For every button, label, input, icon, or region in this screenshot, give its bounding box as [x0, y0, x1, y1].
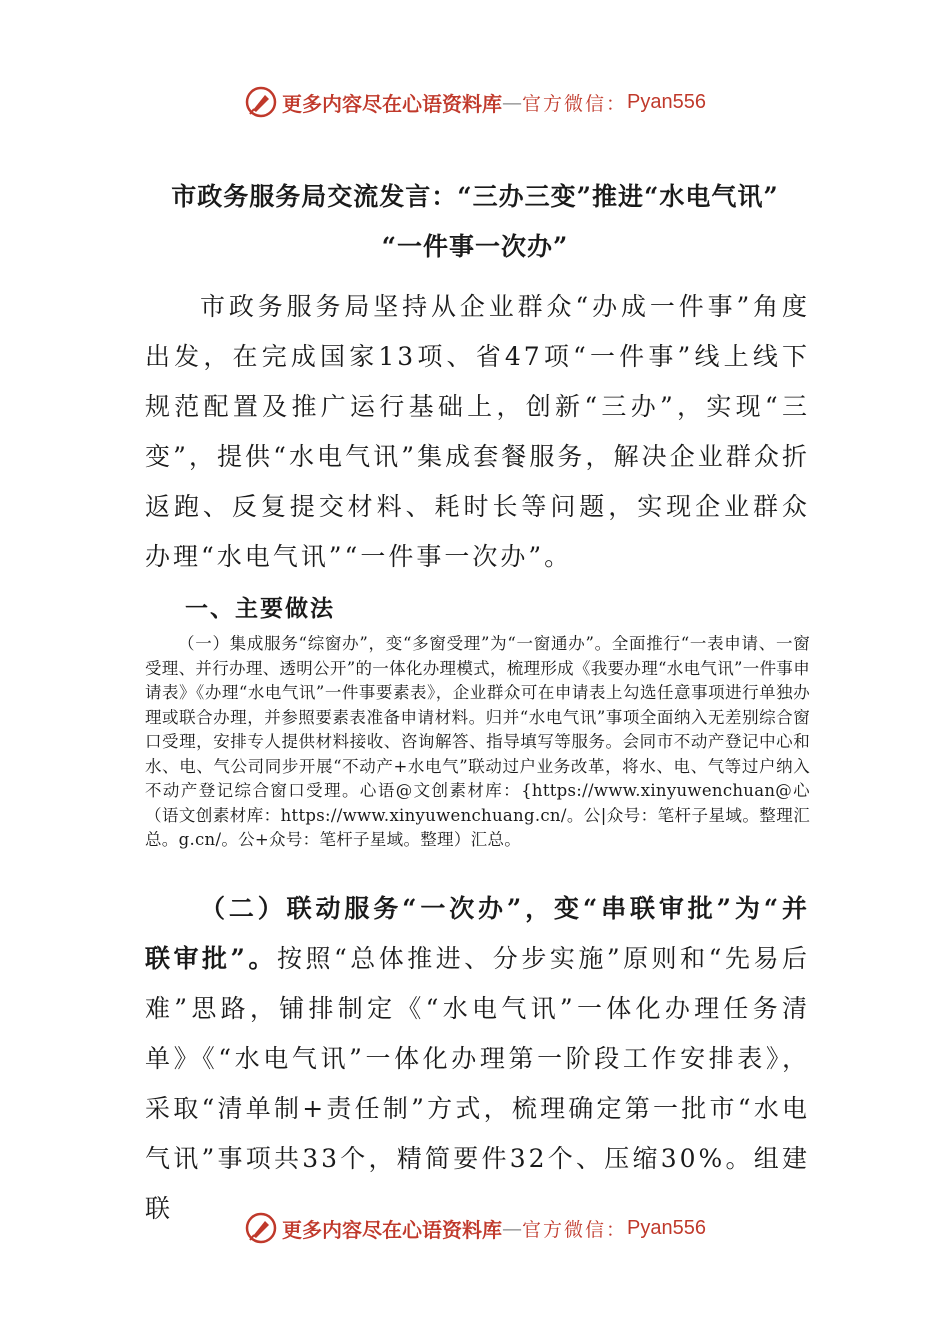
watermark-banner-bottom	[0, 1208, 950, 1248]
subsection-2-paragraph	[145, 884, 810, 1234]
watermark-dash: —	[502, 90, 522, 114]
watermark-main-text: 更多内容尽在心语资料库	[282, 91, 502, 116]
watermark-dash: —	[502, 1216, 522, 1240]
document-title-line-2: “一件事一次办”	[381, 232, 569, 261]
watermark-sub-text: 官方微信：	[522, 1218, 628, 1241]
section-heading-main-practices: 一、主要做法	[185, 596, 335, 622]
watermark-main-text: 更多内容尽在心语资料库	[282, 1217, 502, 1242]
watermark-banner-top	[0, 82, 950, 122]
subsection-2-lead: （二）联动服务“一次办”，变“串联审批”为“并联审批”。	[145, 894, 810, 973]
watermark-wechat-id: Pyan556	[627, 90, 706, 113]
subsection-1-paragraph: （一）集成服务“综窗办”，变“多窗受理”为“一窗通办”。全面推行“一表申请、一窗受理、并行办理、透明公开”的一体化办理模式，梳理形成《我要办理“水电气讯”一件事申请表》《办理“水电气讯”一件事要素表》，企业群众可在申请表上勾选任意事项进行单独办理或联合办理，并参照要素表准备申请材料。归并“水电气讯”事项全面纳入无差别综合窗口受理，安排专人提供材料接收、咨询解答、指导填写等服务。会同市不动产登记中心和水、电、气公司同步开展“不动产+水电气”联动过户业务改革，将水、电、气等过户纳入不动产登记综合窗口受理。心语@文创素材库：{https://www.xinyuwenchuan@心（语文创素材库：https://www.xinyuwenchuang.cn/。公|众号：笔杆子星域。整理汇总。g.cn/。公+众号：笔杆子星域。整理）汇总。	[145, 634, 810, 849]
subsection-2-text: 按照“总体推进、分步实施”原则和“先易后难”思路，铺排制定《“水电气讯”一体化办理任务清单》《“水电气讯”一体化办理第一阶段工作安排表》，采取“清单制+责任制”方式，梳理确定第一批市“水电气讯”事项共33个，精简要件32个、压缩30%。组建联	[145, 944, 810, 1223]
document-title-line-1: 市政务服务局交流发言：“三办三变”推进“水电气讯”	[171, 182, 779, 211]
watermark-wechat-id: Pyan556	[627, 1216, 706, 1239]
pen-nib-logo	[244, 1211, 278, 1245]
pen-nib-logo	[244, 85, 278, 119]
intro-paragraph: 市政务服务局坚持从企业群众“办成一件事”角度出发，在完成国家13项、省47项“一件事”线上线下规范配置及推广运行基础上，创新“三办”，实现“三变”，提供“水电气讯”集成套餐服务，解决企业群众折返跑、反复提交材料、耗时长等问题，实现企业群众办理“水电气讯”“一件事一次办”。	[145, 292, 810, 571]
watermark-sub-text: 官方微信：	[522, 92, 628, 115]
